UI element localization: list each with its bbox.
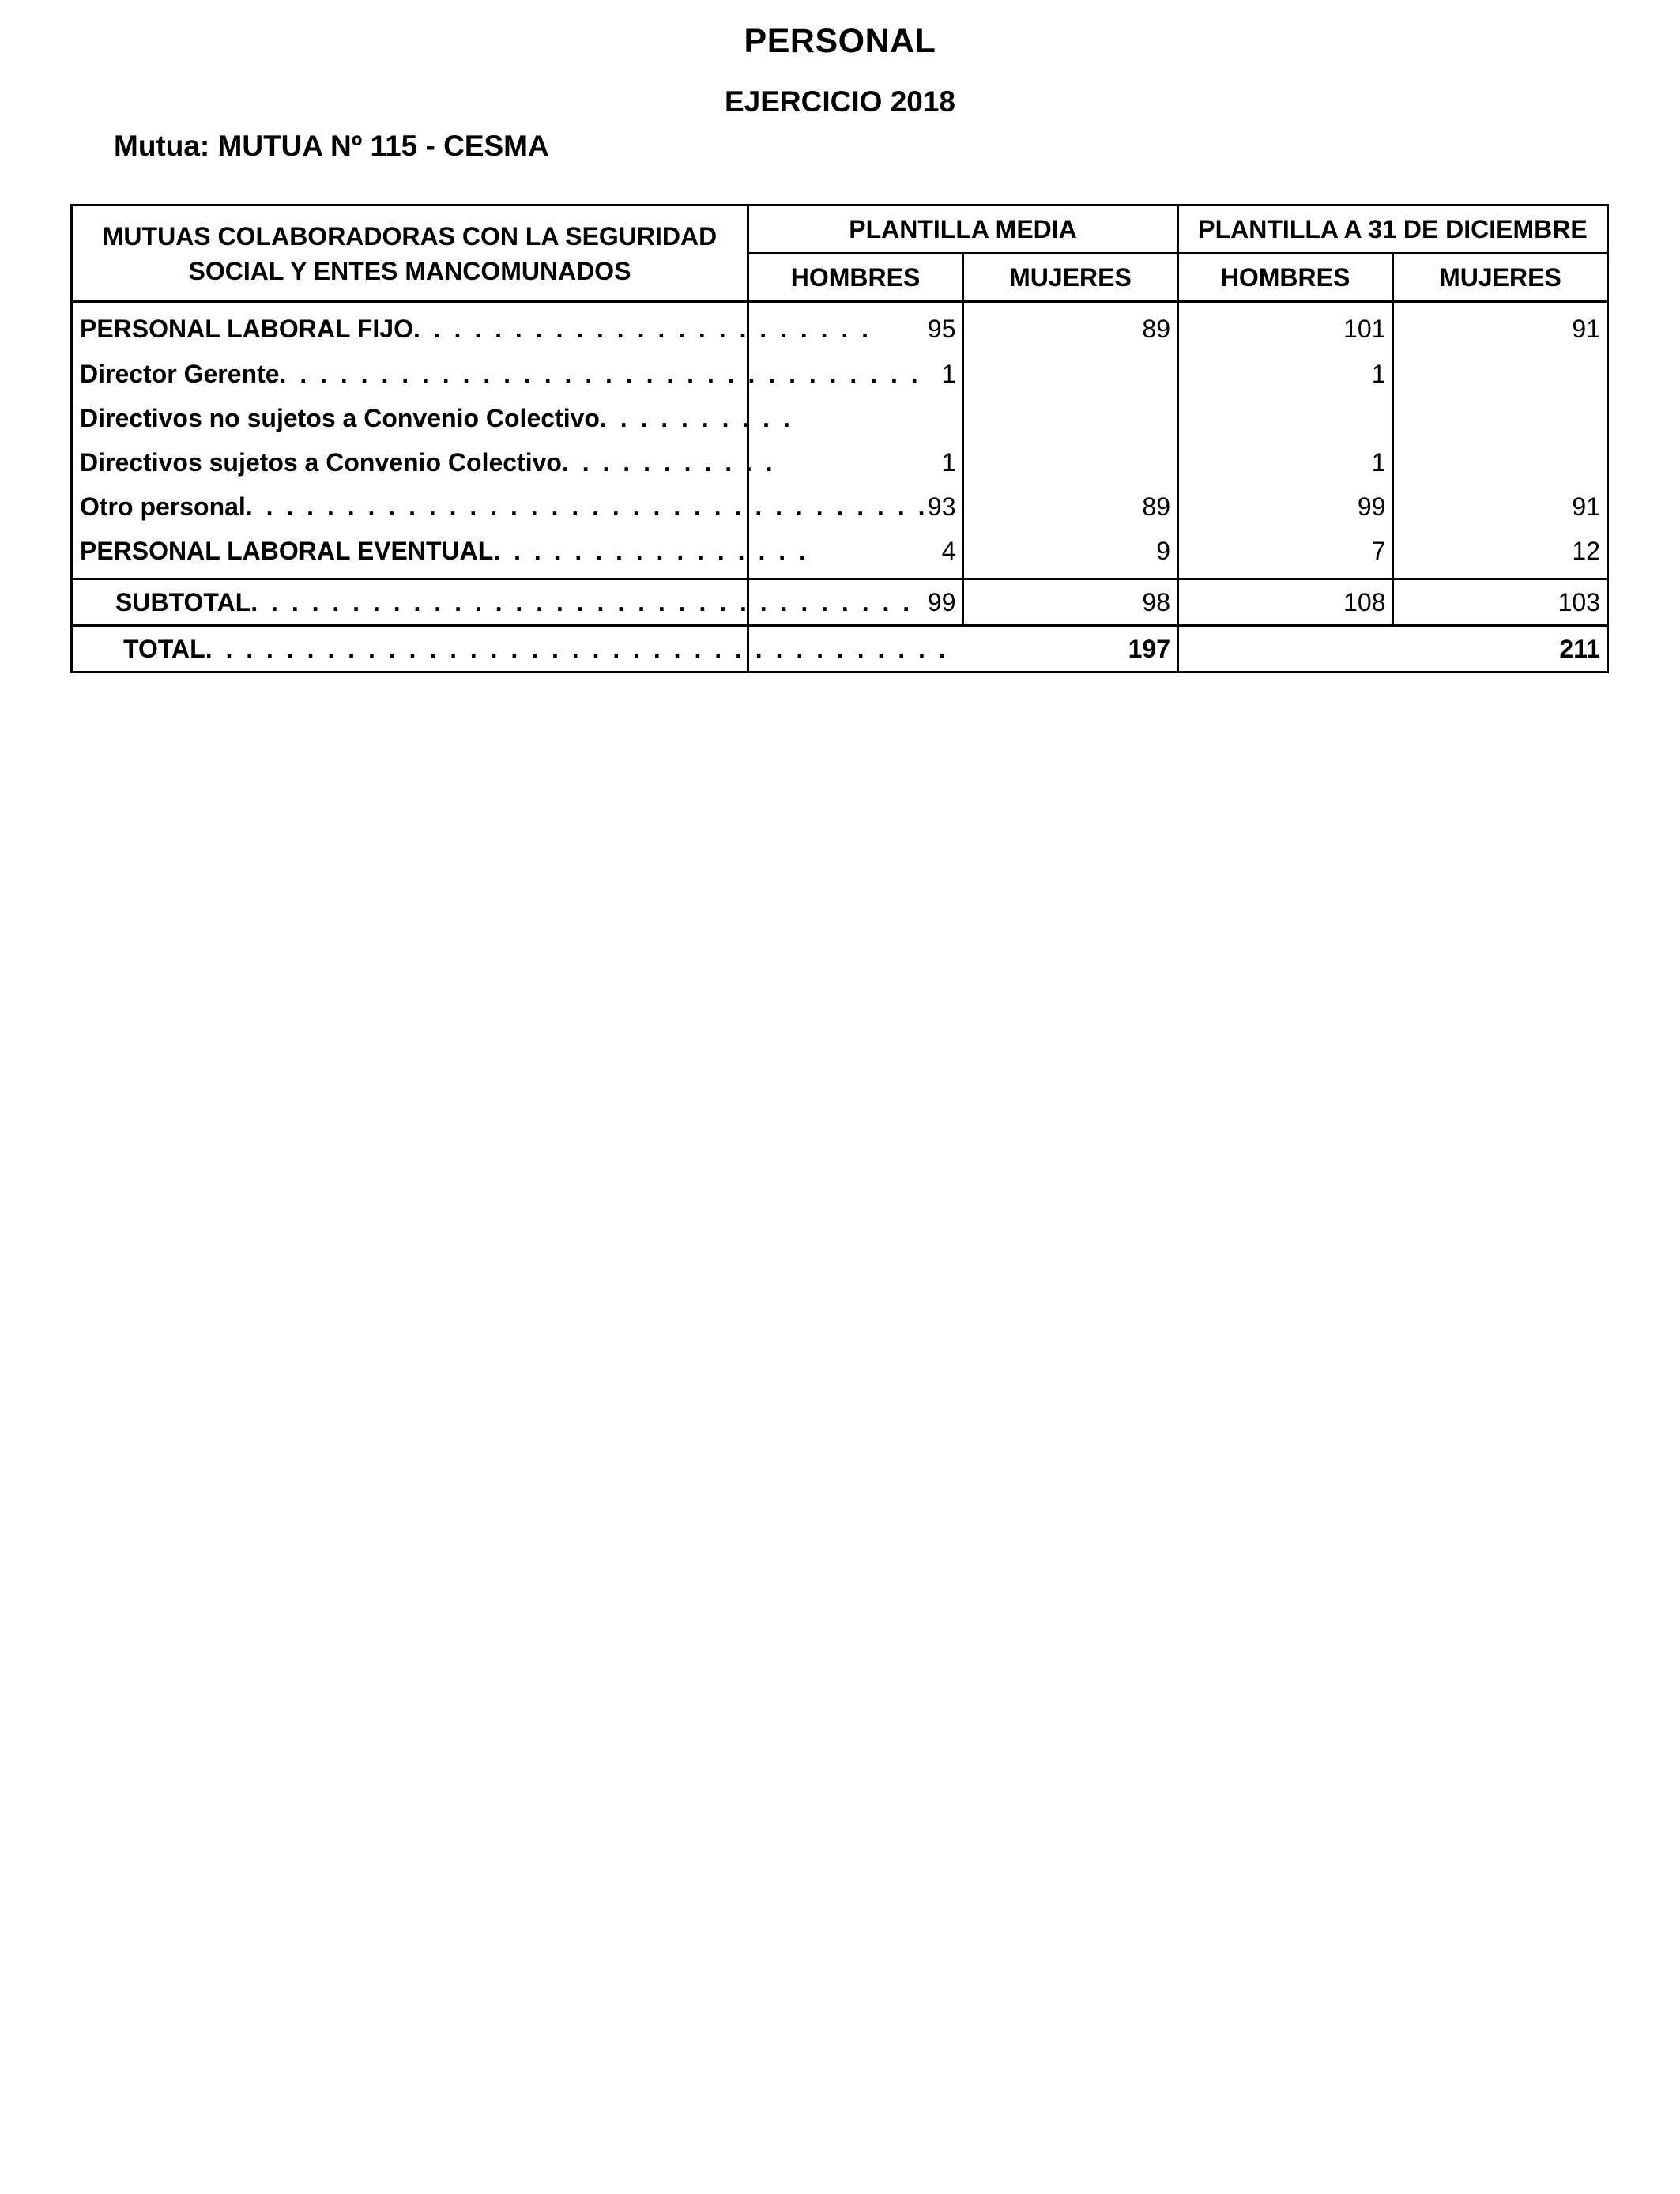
cell-value: 91 [1393, 302, 1608, 352]
cell-value: 91 [1393, 484, 1608, 529]
table-row [72, 352, 1608, 396]
group-header-plantilla-media: PLANTILLA MEDIA [748, 205, 1178, 254]
subtotal-label: SUBTOTAL. . . . . . . . . . . . . . . . . . . . . . . . . . . . . . . . . [72, 579, 748, 626]
cell-value: 1 [748, 352, 963, 396]
table-row [72, 484, 1608, 529]
cell-value: 99 [1178, 484, 1393, 529]
entity-name: Mutua: MUTUA Nº 115 - CESMA [114, 130, 549, 162]
table-row [72, 440, 1608, 484]
cell-value: 7 [1178, 529, 1393, 579]
cell-value [1393, 440, 1608, 484]
row-label: Director Gerente. . . . . . . . . . . . . . . . . . . . . . . . . . . . . . . . [72, 352, 748, 396]
subtotal-value: 99 [748, 579, 963, 626]
total-plantilla-diciembre: 211 [1178, 626, 1608, 673]
cell-value: 9 [963, 529, 1178, 579]
total-plantilla-media: 197 [748, 626, 1178, 673]
cell-value: 1 [748, 440, 963, 484]
cell-value [963, 440, 1178, 484]
table-row [72, 396, 1608, 440]
cell-value: 95 [748, 302, 963, 352]
table-main-header: MUTUAS COLABORADORAS CON LA SEGURIDAD SOCIAL Y ENTES MANCOMUNADOS [72, 205, 748, 302]
cell-value: 89 [963, 484, 1178, 529]
group-header-plantilla-diciembre: PLANTILLA A 31 DE DICIEMBRE [1178, 205, 1608, 254]
cell-value [1393, 396, 1608, 440]
subtotal-value: 98 [963, 579, 1178, 626]
cell-value: 4 [748, 529, 963, 579]
sub-header-mujeres-diciembre: MUJERES [1393, 254, 1608, 302]
cell-value [963, 352, 1178, 396]
total-label: TOTAL. . . . . . . . . . . . . . . . . . . . . . . . . . . . . . . . . . . . . [72, 626, 748, 673]
personnel-table [70, 204, 1609, 673]
cell-value [963, 396, 1178, 440]
fiscal-year: EJERCICIO 2018 [724, 85, 956, 118]
subtotal-value: 103 [1393, 579, 1608, 626]
page-title: PERSONAL [744, 22, 936, 60]
subtotal-value: 108 [1178, 579, 1393, 626]
row-label: Otro personal. . . . . . . . . . . . . . . . . . . . . . . . . . . . . . . . . . [72, 484, 748, 529]
cell-value [1178, 396, 1393, 440]
cell-value: 1 [1178, 440, 1393, 484]
sub-header-hombres-media: HOMBRES [748, 254, 963, 302]
cell-value: 101 [1178, 302, 1393, 352]
sub-header-hombres-diciembre: HOMBRES [1178, 254, 1393, 302]
cell-value: 12 [1393, 529, 1608, 579]
row-label: PERSONAL LABORAL EVENTUAL. . . . . . . . . . . . . . . . [72, 529, 748, 579]
table-row [72, 529, 1608, 579]
subtotal-row [72, 579, 1608, 626]
row-label: Directivos sujetos a Convenio Colectivo. . . . . . . . . . . [72, 440, 748, 484]
cell-value [1393, 352, 1608, 396]
cell-value: 93 [748, 484, 963, 529]
row-label: PERSONAL LABORAL FIJO. . . . . . . . . . . . . . . . . . . . . . . [72, 302, 748, 352]
cell-value: 1 [1178, 352, 1393, 396]
sub-header-mujeres-media: MUJERES [963, 254, 1178, 302]
table-row [72, 302, 1608, 352]
total-row [72, 626, 1608, 673]
row-label: Directivos no sujetos a Convenio Colectivo. . . . . . . . . . [72, 396, 748, 440]
cell-value: 89 [963, 302, 1178, 352]
